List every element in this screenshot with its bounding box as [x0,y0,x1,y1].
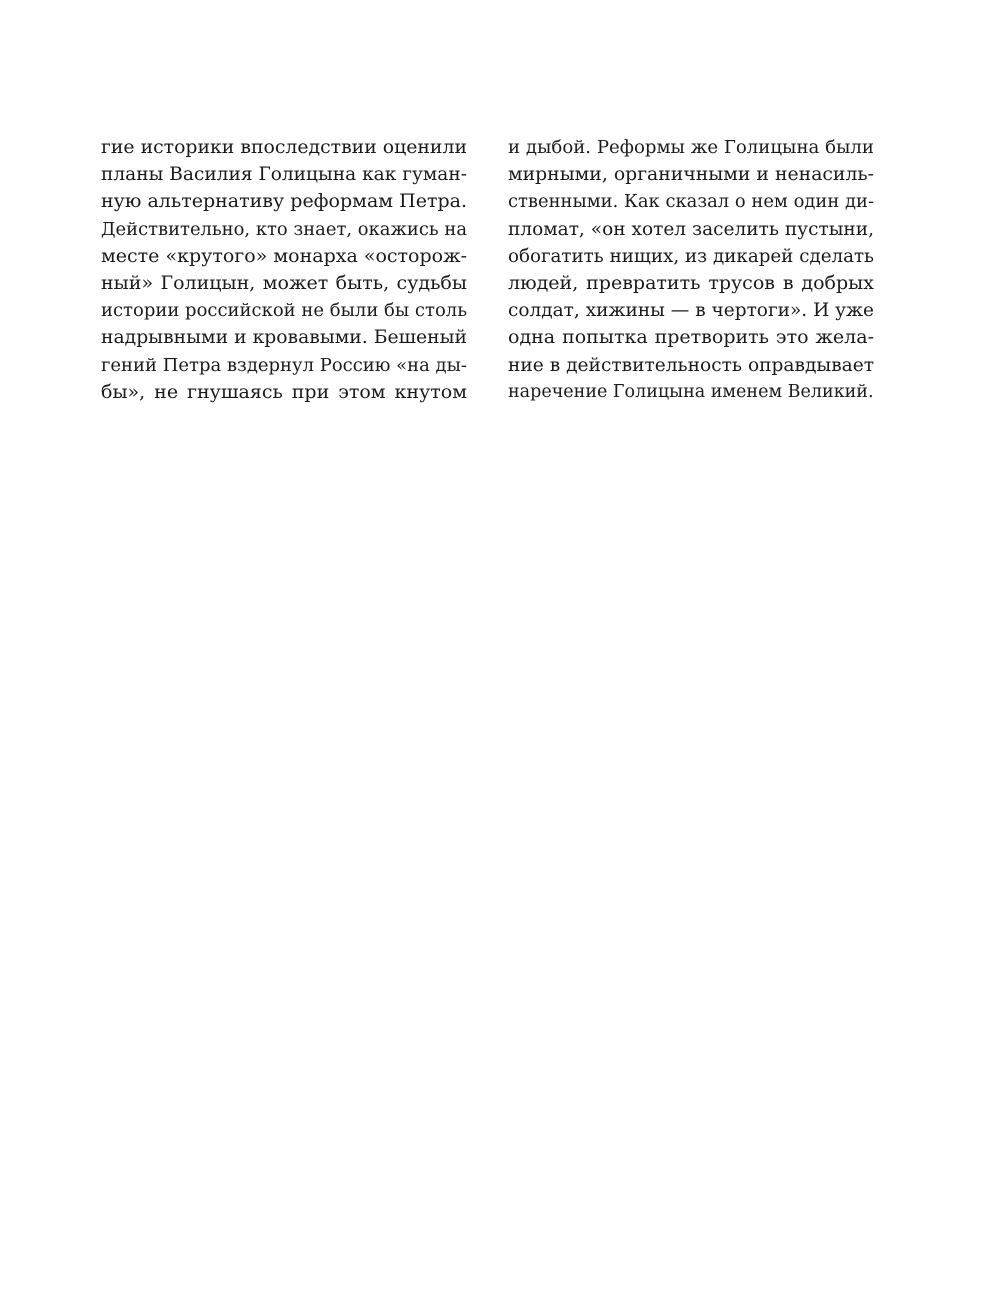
text-column-left [101,134,467,406]
text-line: ние в действительность оправдывает [508,354,874,376]
text-column-right [508,134,874,406]
text-line: людей, превратить трусов в добрых [508,271,874,294]
text-line: ственными. Как сказал о нем один ди- [508,191,874,213]
text-line: гие историки впоследствии оценили [101,137,467,158]
text-line: надрывными и кровавыми. Бешеный [101,327,467,349]
text-line: бы», не гнушаясь при этом кнутом [101,380,467,403]
text-line: пломат, «он хотел заселить пустыни, [508,218,874,240]
text-line: Действительно, кто знает, окажись на [101,218,467,240]
text-line: обогатить нищих, из дикарей сделать [508,245,874,267]
text-line: наречение Голицына именем Великий. [508,381,874,402]
text-line: ную альтернативу реформам Петра. [101,190,467,213]
text-line: ный» Голицын, может быть, судьбы [101,271,467,294]
text-line: планы Василия Голицына как гуман- [101,164,467,186]
text-line: и дыбой. Реформы же Голицына были [508,137,874,158]
text-line: одна попытка претворить это жела- [508,326,874,349]
text-line: гений Петра вздернул Россию «на ды- [101,354,467,376]
text-line: месте «крутого» монарха «осторож- [101,244,467,267]
text-line: мирными, органичными и ненасиль- [508,164,874,186]
text-line: истории российской не были бы столь [101,300,467,322]
text-line: солдат, хижины — в чертоги». И уже [508,300,874,322]
